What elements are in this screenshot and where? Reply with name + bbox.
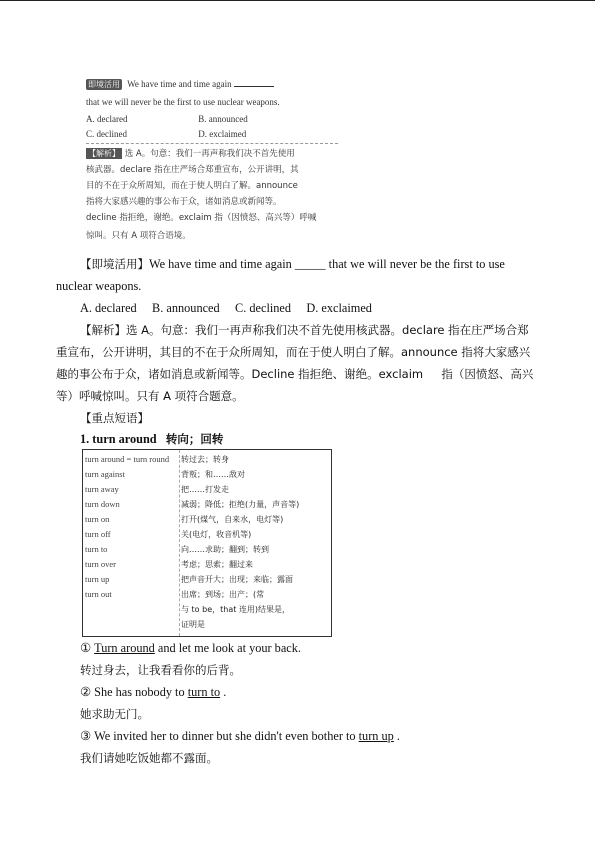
question-line1 [80,253,540,275]
scan-opt-b: B. announced [198,114,248,124]
phrase-table-row [85,603,290,616]
phrase-table-meaning: 打开(煤气，自来水，电灯等) [181,515,284,524]
analysis-line1: 【解析】选 A。句意：我们一再声称我们决不首先使用核武器。declare 指在庄严场合郑 [80,323,529,337]
phrase-table-meaning: 背叛；和……敌对 [181,470,245,479]
example-1-num: ① [80,641,92,655]
analysis-line4: 等）呼喊惊叫。只有 A 项符合题意。 [56,389,244,403]
scan-jx1: 选 A。句意：我们一再声称我们决不首先使用 [124,149,295,159]
example-1-phrase: Turn around [94,641,155,655]
question-text: We have time and time again _____ that we will never be the first to use [149,257,505,271]
phrase-table-meaning: 把……打发走 [181,485,229,494]
example-2 [80,681,226,703]
phrase-table-row [85,528,251,541]
scan-jx4: 指将大家感兴趣的事公布于众，诸如消息或新闻等。 [86,197,282,207]
example-3-translation: 我们请她吃饭她都不露面。 [80,751,218,765]
scan-opt-c: C. declined [86,129,127,139]
example-2-num: ② [80,685,92,699]
phrase-table-image [82,449,332,637]
example-3-pre: We invited her to dinner but she didn't even bother to [94,729,359,743]
phrase-item-1-en: 1. turn around [80,432,157,446]
phrase-table-meaning: 向……求助；翻到；转到 [181,545,269,554]
phrase-item-1 [80,428,223,450]
scan-opt-d: D. exclaimed [198,129,247,139]
analysis-line2: 重宣布，公开讲明，其目的不在于众所周知，而在于使人明白了解。announce 指将大家感兴 [56,345,531,359]
phrase-table-meaning: 与 to be，that 连用)结果是， [181,605,291,614]
example-3-num: ③ [80,729,92,743]
phrase-table-row [85,573,293,586]
phrase-table-row [85,453,229,466]
phrase-table-phrase: turn off [85,529,111,539]
scan-opt-a: A. declared [86,114,128,124]
phrase-table-phrase: turn out [85,589,112,599]
example-1-rest: and let me look at your back. [154,641,301,655]
phrase-table-phrase: turn around = turn round [85,454,170,464]
phrase-table-meaning: 转过去；转身 [181,455,229,464]
scan-jx5: decline 指拒绝，谢绝。exclaim 指（因愤怒、高兴等）呼喊 [86,213,317,223]
phrase-table-row [85,498,299,511]
scan-jx-tag: 【解析】 [88,149,120,158]
scan-line1: We have time and time again [127,79,232,89]
question-options: A. declared B. announced C. declined D. exclaimed [80,301,372,315]
example-1-translation: 转过身去，让我看看你的后背。 [80,663,241,677]
phrase-table-meaning: 考虑；思索；翻过来 [181,560,253,569]
phrase-table-meaning: 减弱；降低；拒绝(力量，声音等) [181,500,300,509]
scan-tag: 即境活用 [88,80,120,89]
phrase-table-phrase: turn on [85,514,110,524]
example-3-rest: . [393,729,400,743]
scan-blank [234,77,274,87]
phrase-table-row [85,483,229,496]
phrase-table-row [85,543,269,556]
phrase-table-row [85,558,253,571]
example-2-phrase: turn to [187,685,221,699]
top-rule [0,0,595,1]
phrase-table-meaning: 出席；到场；出产；(常 [181,590,265,599]
phrase-table-row [85,618,205,631]
scan-jx3: 目的不在于众所周知，而在于使人明白了解。announce [86,181,298,191]
phrase-table-row [85,513,283,526]
phrase-table-phrase: turn to [85,544,108,554]
question-heading: 【即境活用】 [80,257,149,271]
phrase-table-phrase: turn up [85,574,110,584]
phrase-table-meaning: 把声音开大；出现；来临；露面 [181,575,293,584]
example-3-phrase: turn up [358,729,394,743]
phrase-table-phrase: turn away [85,484,119,494]
example-1 [80,637,301,659]
example-2-translation: 她求助无门。 [80,707,149,721]
example-2-rest: . [220,685,227,699]
example-2-pre: She has nobody to [94,685,188,699]
scan-jx2: 核武器。declare 指在庄严场合郑重宣布，公开讲明，其 [86,165,299,175]
scan-jx6: 惊叫。只有 A 项符合语境。 [86,231,191,241]
scan-divider [86,143,338,145]
phrase-table-row [85,588,264,601]
phrase-item-1-zh: 转向；回转 [165,432,224,446]
example-3 [80,725,400,747]
phrase-table-phrase: turn down [85,499,120,509]
scanned-exercise-image [82,74,340,246]
question-line2: nuclear weapons. [56,279,142,293]
phrase-table-phrase: turn against [85,469,125,479]
phrase-table-meaning: 证明是 [181,620,205,629]
phrase-table-row [85,468,245,481]
phrase-table-phrase: turn over [85,559,116,569]
analysis-line3: 趣的事公布于众，诸如消息或新闻等。Decline 指拒绝、谢绝。exclaim 指（因愤怒、高兴 [56,367,534,381]
phrase-table-meaning: 关(电灯，收音机等) [181,530,252,539]
scan-line2: that we will never be the first to use nuclear weapons. [86,97,280,107]
phrases-heading: 【重点短语】 [80,411,149,425]
